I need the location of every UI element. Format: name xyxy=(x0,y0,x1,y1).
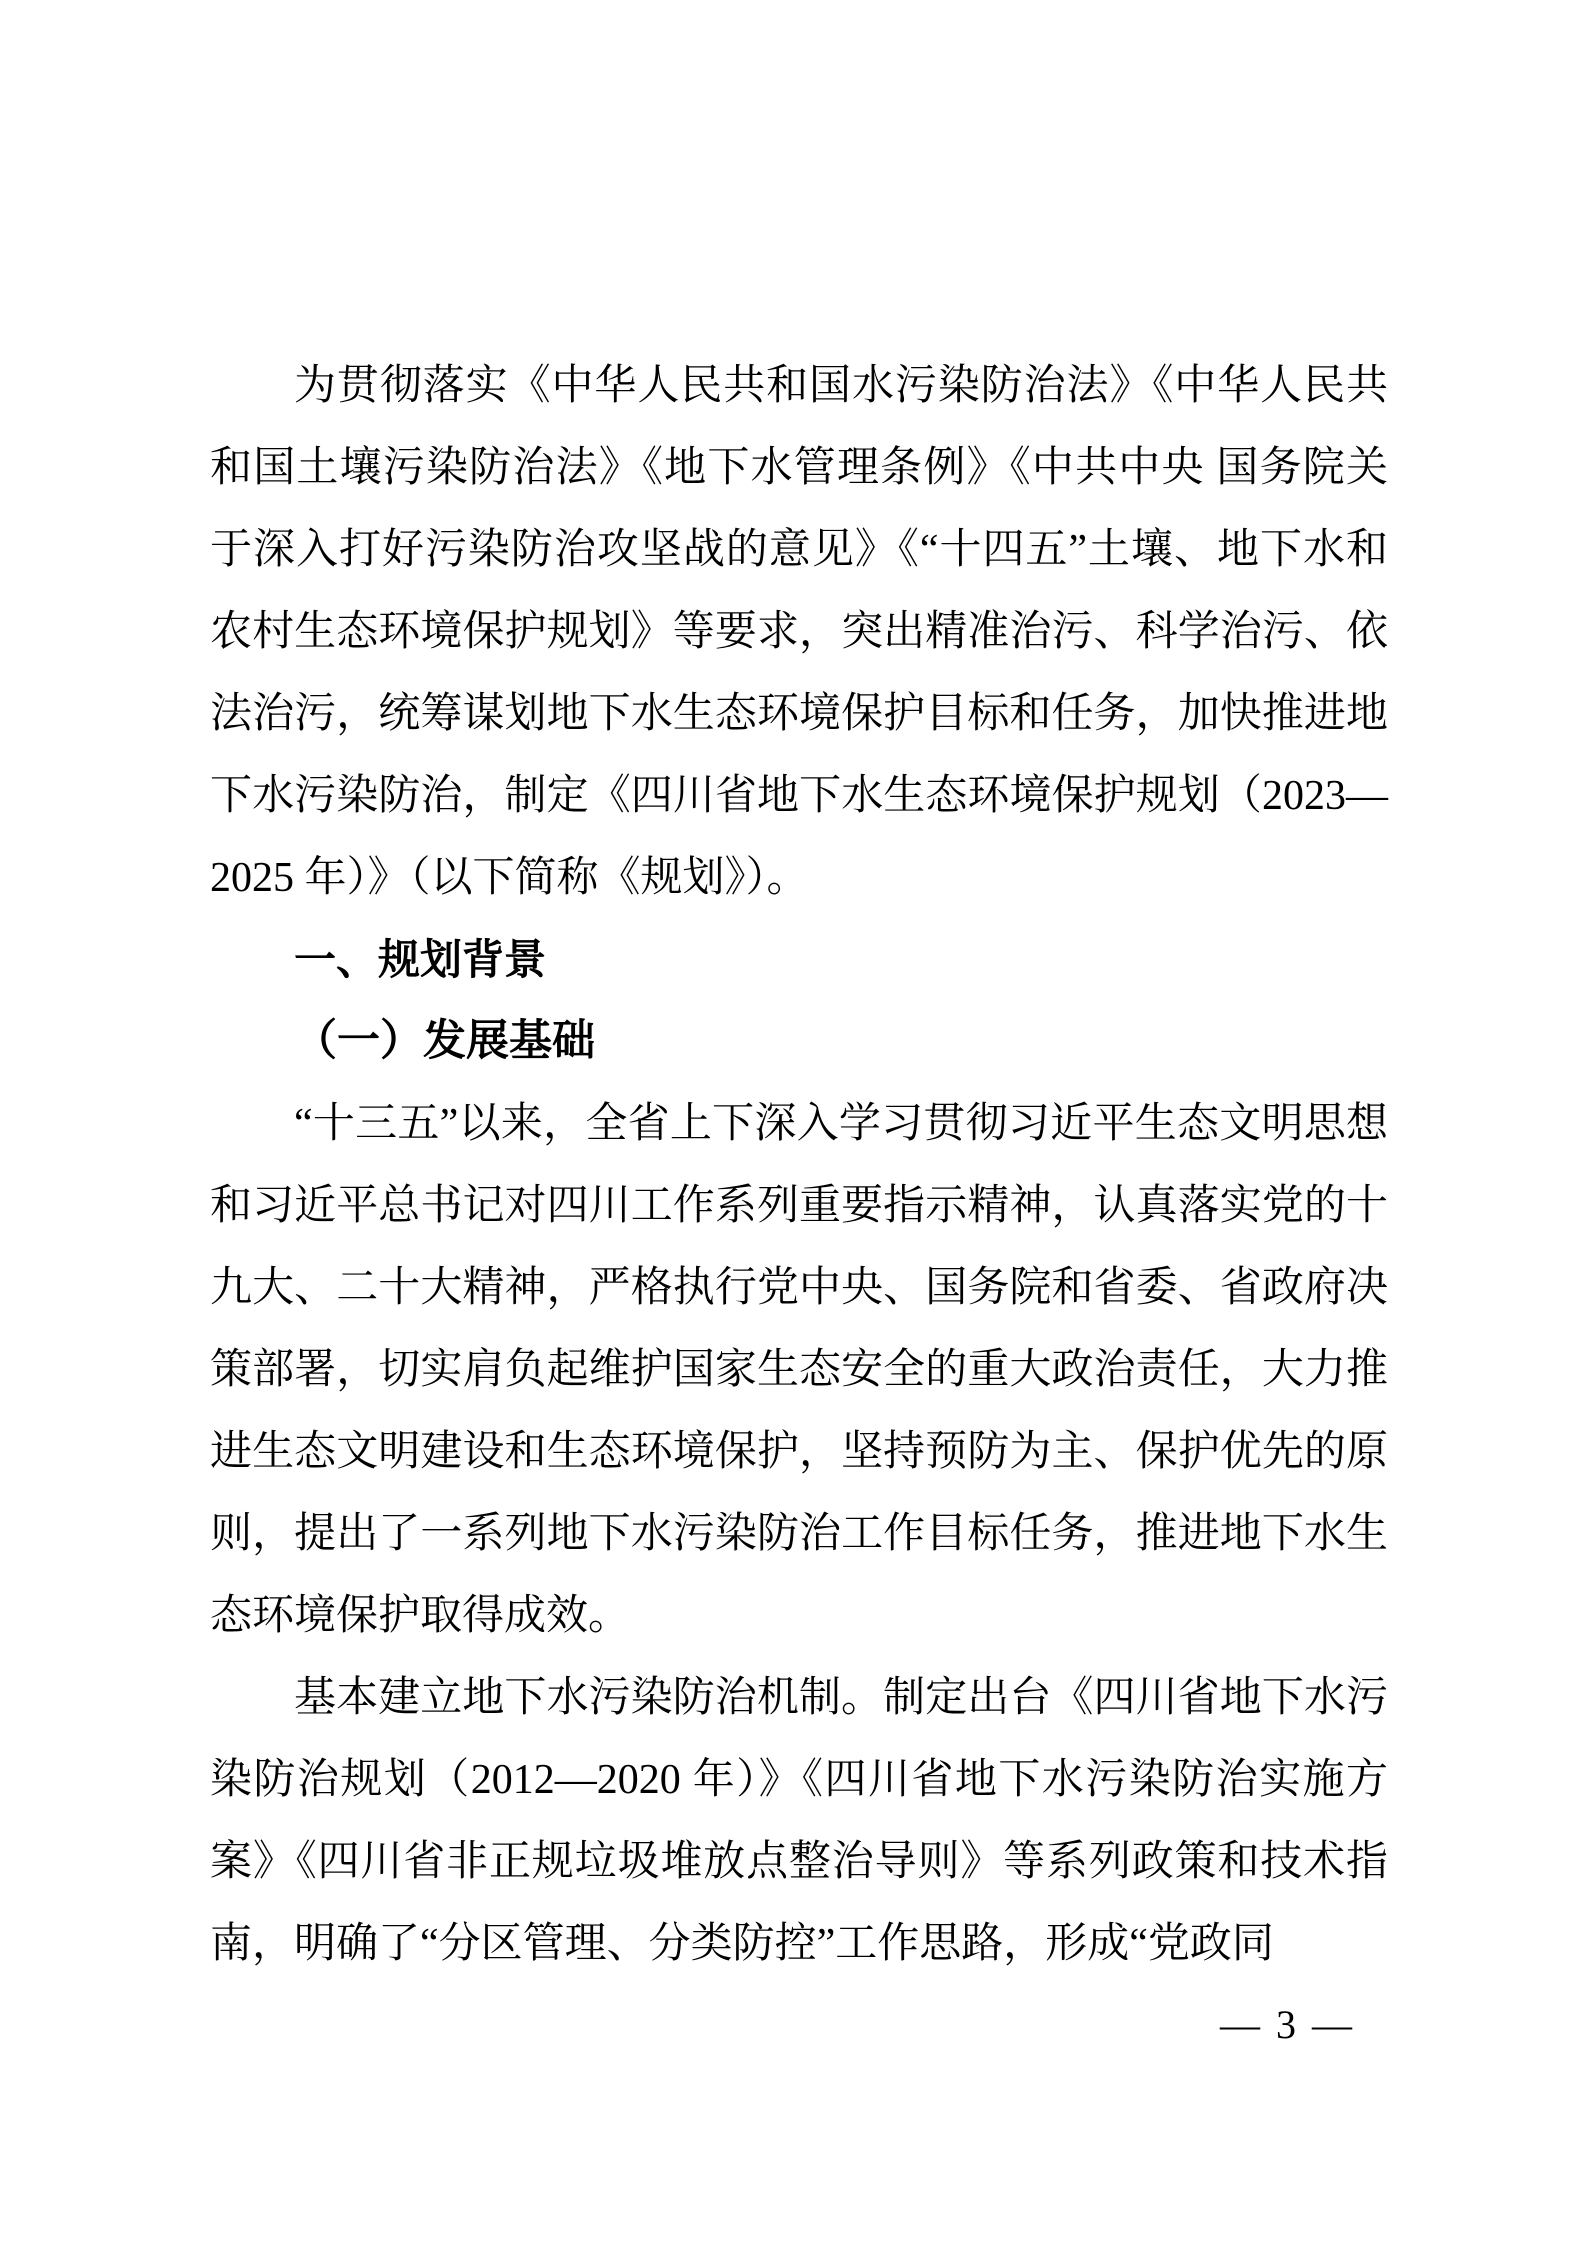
paragraph-pollution-control-mechanism: 基本建立地下水污染防治机制。制定出台《四川省地下水污染防治规划（2012—2020 年）》《四川省地下水污染防治实施方案》《四川省非正规垃圾堆放点整治导则》等系列政策和技术指南，明确了“分区管理、分类防控”工作思路，形成“党政同 xyxy=(210,1675,1388,1967)
document-body xyxy=(210,345,1388,1985)
page-number: — 3 — xyxy=(1220,2002,1355,2047)
paragraph-thirteenth-five-achievements: “十三五”以来，全省上下深入学习贯彻习近平生态文明思想和习近平总书记对四川工作系列重要指示精神，认真落实党的十九大、二十大精神，严格执行党中央、国务院和省委、省政府决策部署，切实肩负起维护国家生态安全的重大政治责任，大力推进生态文明建设和生态环境保护，坚持预防为主、保护优先的原则，提出了一系列地下水污染防治工作目标任务，推进地下水生态环境保护取得成效。 xyxy=(210,1101,1388,1639)
paragraph-intro: 为贯彻落实《中华人民共和国水污染防治法》《中华人民共和国土壤污染防治法》《地下水管理条例》《中共中央 国务院关于深入打好污染防治攻坚战的意见》《“十四五”土壤、地下水和农村生态环境保护规划》等要求，突出精准治污、科学治污、依法治污，统筹谋划地下水生态环境保护目标和任务，加快推进地下水污染防治，制定《四川省地下水生态环境保护规划（2023—2025 年）》（以下简称《规划》）。 xyxy=(210,363,1388,901)
heading-development-basis: （一）发展基础 xyxy=(294,1018,595,1065)
heading-planning-background: 一、规划背景 xyxy=(294,936,547,983)
